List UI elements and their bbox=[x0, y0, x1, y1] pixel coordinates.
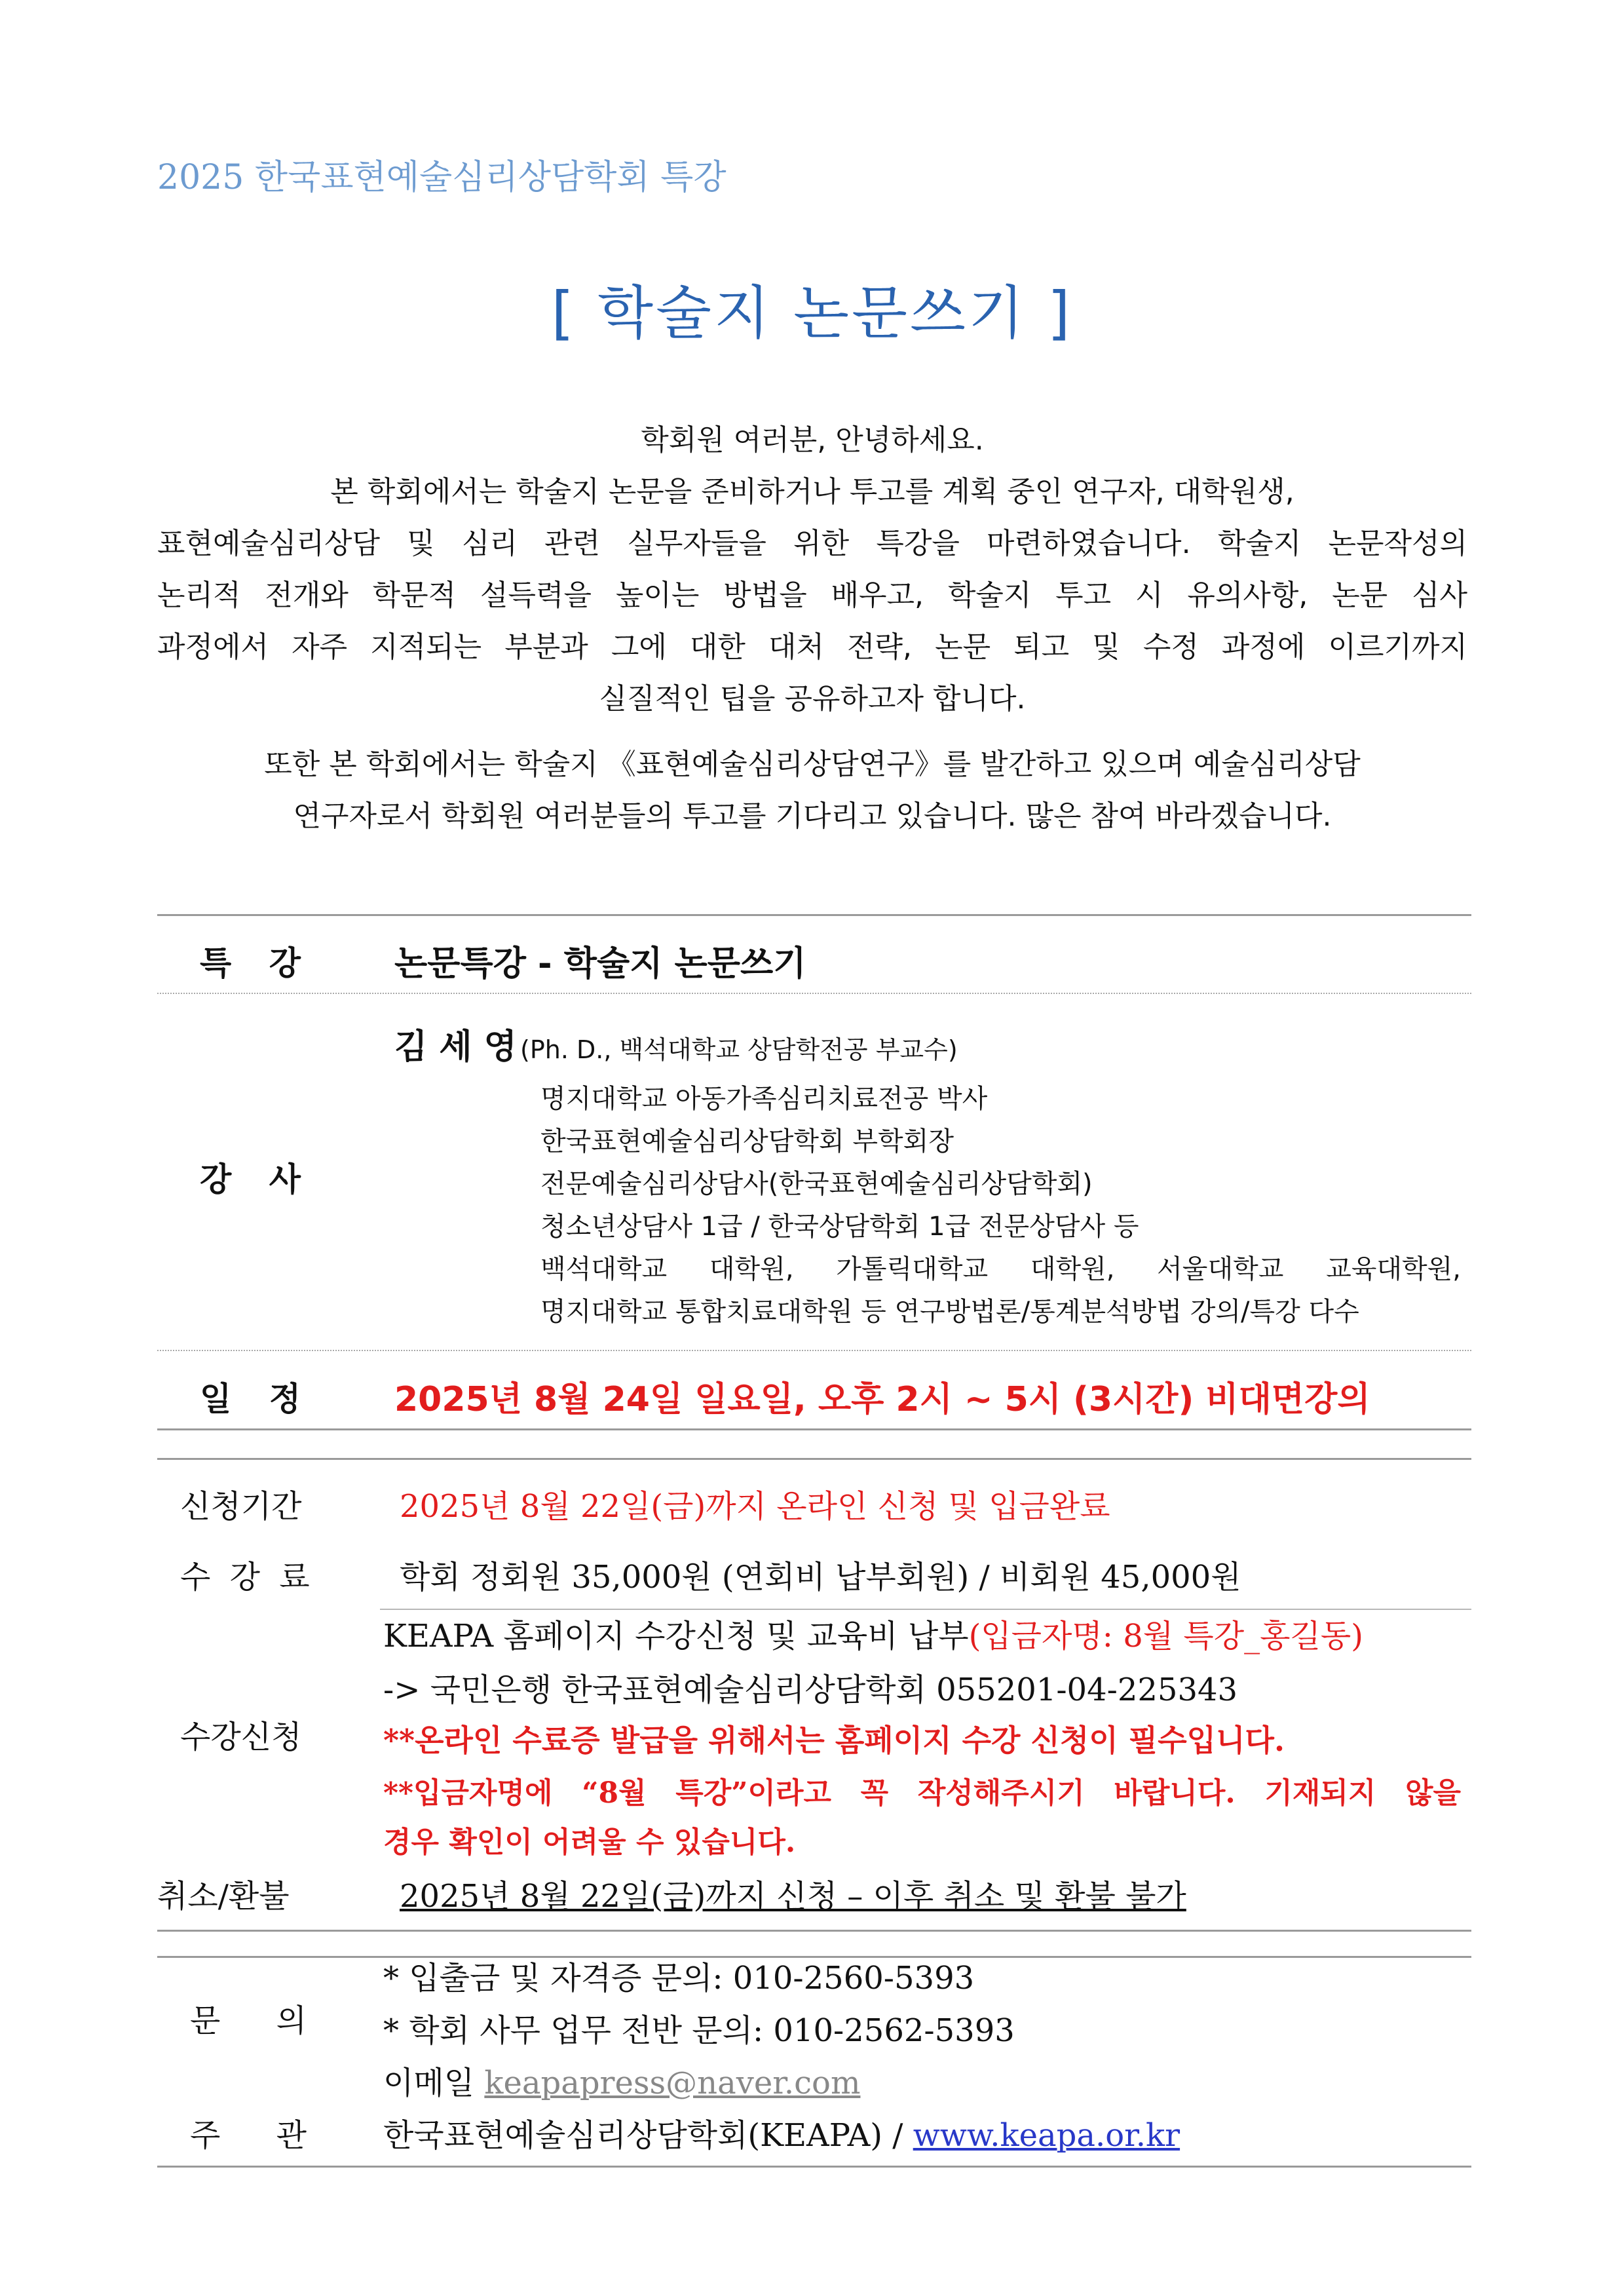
divider bbox=[157, 1428, 1471, 1430]
apply-line1 bbox=[383, 1611, 1363, 1656]
bank-account: -> 국민은행 한국표현예술심리상담학회 055201-04-225343 bbox=[383, 1672, 1238, 1708]
instructor-title: (Ph. D., 백석대학교 상담학전공 부교수) bbox=[520, 1035, 958, 1064]
instructor-name: 김 세 영 bbox=[394, 1027, 517, 1067]
refund-value: 2025년 8월 22일(금)까지 신청 – 이후 취소 및 환불 불가 bbox=[400, 1878, 1186, 1915]
intro-line: 또한 본 학회에서는 학술지 《표현예술심리상담연구》를 발간하고 있으며 예술심리상담 bbox=[264, 748, 1361, 781]
lecture-label: 특 강 bbox=[200, 944, 301, 982]
divider bbox=[157, 1930, 1471, 1932]
divider bbox=[380, 1609, 1471, 1610]
intro-line: 실질적인 팁을 공유하고자 합니다. bbox=[599, 682, 1026, 716]
instructor-bio-item: 명지대학교 통합치료대학원 등 연구방법론/통계분석방법 강의/특강 다수 bbox=[540, 1297, 1359, 1327]
fee-value: 학회 정회원 35,000원 (연회비 납부회원) / 비회원 45,000원 bbox=[400, 1559, 1241, 1596]
divider bbox=[157, 914, 1471, 916]
inquiry-line: * 학회 사무 업무 전반 문의: 010-2562-5393 bbox=[383, 2012, 1015, 2049]
intro-line: 연구자로서 학회원 여러분들의 투고를 기다리고 있습니다. 많은 참여 바라겠습니다. bbox=[293, 799, 1332, 833]
instructor-header bbox=[394, 1019, 958, 1068]
intro-line: 논리적 전개와 학문적 설득력을 높이는 방법을 배우고, 학술지 투고 시 유의사항, 논문 심사 bbox=[157, 579, 1467, 612]
host-row bbox=[383, 2110, 1180, 2155]
inquiry-label: 문 의 bbox=[190, 2002, 307, 2039]
email-link[interactable]: keapapress@naver.com bbox=[484, 2065, 861, 2101]
apply-label: 수강신청 bbox=[180, 1719, 302, 1755]
instructor-bio-item: 청소년상담사 1급 / 한국상담학회 1급 전문상담사 등 bbox=[540, 1212, 1139, 1242]
instructor-bio-item: 한국표현예술심리상담학회 부학회장 bbox=[540, 1126, 954, 1157]
depositor-name-format: (입금자명: 8월 특강_홍길동) bbox=[968, 1618, 1363, 1655]
instructor-bio-item: 명지대학교 아동가족심리치료전공 박사 bbox=[540, 1084, 988, 1114]
website-link[interactable]: www.keapa.or.kr bbox=[913, 2117, 1180, 2154]
apply-note: **온라인 수료증 발급을 위해서는 홈페이지 수강 신청이 필수입니다. bbox=[383, 1723, 1285, 1758]
intro-line: 표현예술심리상담 및 심리 관련 실무자들을 위한 특강을 마련하였습니다. 학술지 논문작성의 bbox=[157, 527, 1467, 560]
fee-label: 수 강 료 bbox=[180, 1559, 310, 1596]
instructor-label: 강 사 bbox=[200, 1160, 301, 1198]
apply-instruction: KEAPA 홈페이지 수강신청 및 교육비 납부 bbox=[383, 1618, 969, 1655]
email-label: 이메일 bbox=[383, 2065, 475, 2101]
refund-label: 취소/환불 bbox=[157, 1878, 290, 1915]
divider bbox=[157, 1350, 1471, 1351]
lecture-value: 논문특강 - 학술지 논문쓰기 bbox=[394, 944, 806, 984]
divider bbox=[157, 1458, 1471, 1460]
instructor-bio-item: 백석대학교 대학원, 가톨릭대학교 대학원, 서울대학교 교육대학원, bbox=[540, 1254, 1461, 1284]
host-label: 주 관 bbox=[190, 2117, 307, 2154]
page-title: [ 학술지 논문쓰기 ] bbox=[551, 279, 1073, 347]
apply-note: 경우 확인이 어려울 수 있습니다. bbox=[383, 1826, 796, 1859]
host-org: 한국표현예술심리상담학회(KEAPA) / bbox=[383, 2117, 913, 2154]
schedule-label: 일 정 bbox=[200, 1380, 301, 1418]
intro-line: 과정에서 자주 지적되는 부분과 그에 대한 대처 전략, 논문 퇴고 및 수정 과정에 이르기까지 bbox=[157, 630, 1467, 664]
registration-period-label: 신청기간 bbox=[180, 1488, 302, 1525]
inquiry-line: * 입출금 및 자격증 문의: 010-2560-5393 bbox=[383, 1960, 975, 1997]
schedule-value: 2025년 8월 24일 일요일, 오후 2시 ~ 5시 (3시간) 비대면강의 bbox=[394, 1380, 1370, 1419]
email-row bbox=[383, 2057, 860, 2103]
intro-line: 본 학회에서는 학술지 논문을 준비하거나 투고를 계획 중인 연구자, 대학원생, bbox=[330, 475, 1294, 508]
intro-greeting: 학회원 여러분, 안녕하세요. bbox=[641, 423, 984, 457]
instructor-bio-item: 전문예술심리상담사(한국표현예술심리상담학회) bbox=[540, 1169, 1093, 1199]
header-org-title: 2025 한국표현예술심리상담학회 특강 bbox=[157, 158, 727, 197]
apply-note: **입금자명에 “8월 특강”이라고 꼭 작성해주시기 바랍니다. 기재되지 않을 bbox=[383, 1776, 1461, 1810]
registration-period-value: 2025년 8월 22일(금)까지 온라인 신청 및 입금완료 bbox=[400, 1488, 1110, 1525]
divider bbox=[157, 2166, 1471, 2168]
divider bbox=[157, 993, 1471, 994]
